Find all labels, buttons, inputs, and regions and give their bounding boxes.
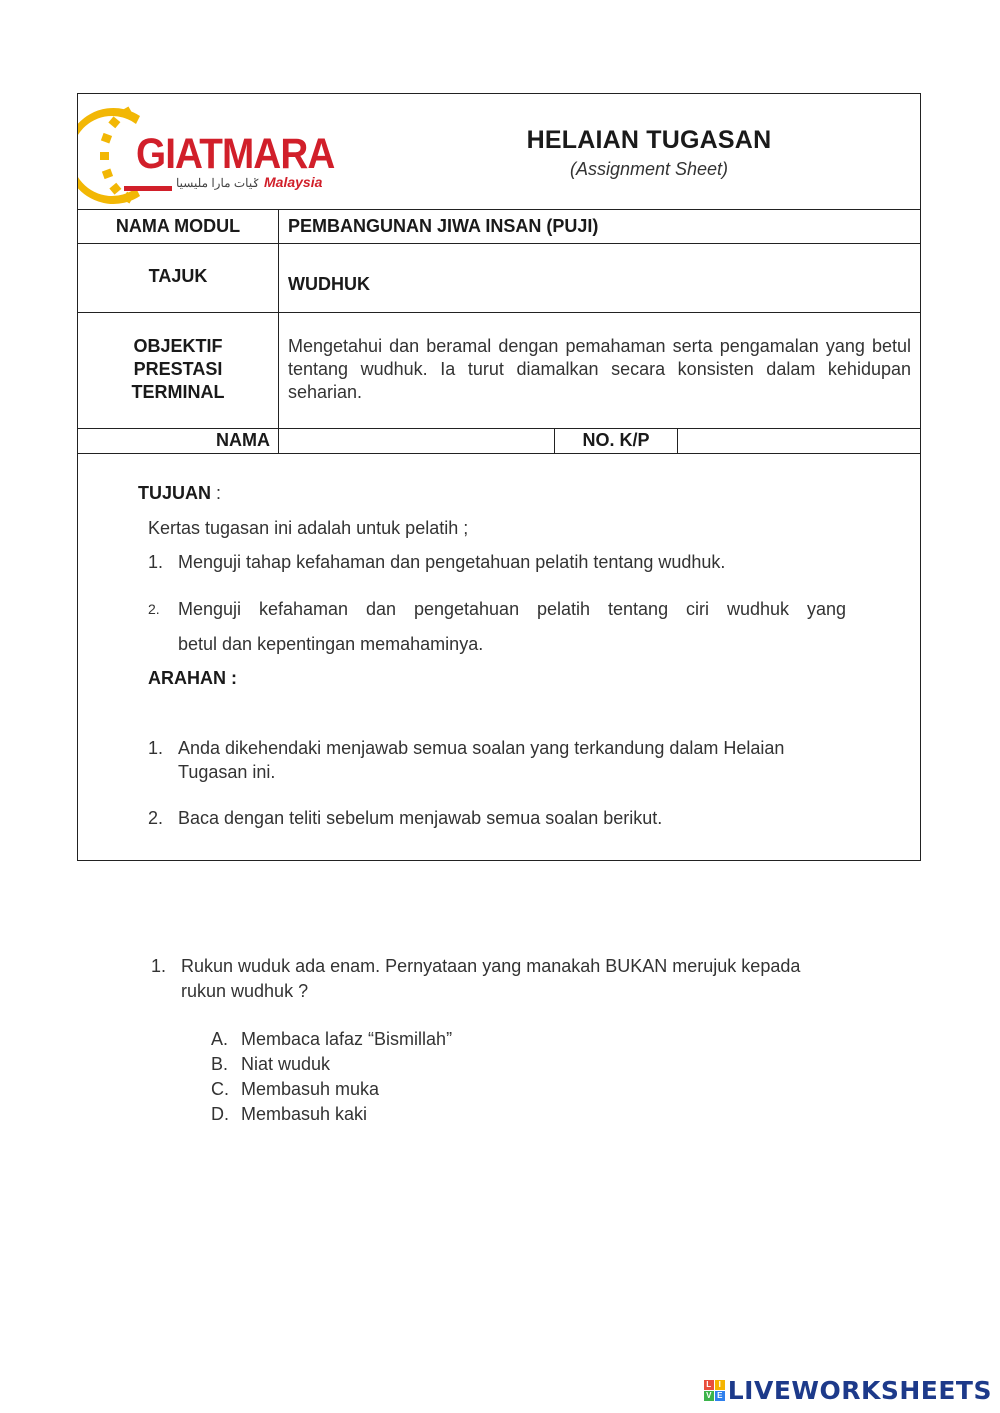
assignment-sheet [77, 93, 921, 861]
nama-field[interactable] [279, 429, 555, 453]
tajuk-value: WUDHUK [288, 274, 370, 294]
objektif-label-line: TERMINAL [131, 382, 225, 402]
tujuan-heading [138, 483, 221, 504]
option-a[interactable]: Membaca lafaz “Bismillah” [241, 1029, 453, 1049]
option-letter[interactable]: C. [211, 1079, 229, 1099]
tujuan-item-text: betul dan kepentingan memahaminya. [178, 634, 484, 654]
objektif-row [78, 313, 920, 429]
arahan-item-text: Anda dikehendaki menjawab semua soalan yang terkandung dalam Helaian [178, 738, 785, 758]
option-letter[interactable]: D. [211, 1104, 229, 1124]
option-letter[interactable]: B. [211, 1054, 229, 1074]
arahan-item-text: Tugasan ini. [178, 762, 276, 782]
modul-value: PEMBANGUNAN JIWA INSAN (PUJI) [288, 216, 599, 236]
tujuan-item-num: 2. [148, 601, 160, 617]
question-text: rukun wudhuk ? [181, 981, 309, 1001]
arahan-item-num: 1. [148, 738, 164, 758]
page-subtitle: (Assignment Sheet) [569, 159, 729, 179]
option-b[interactable]: Niat wuduk [241, 1054, 331, 1074]
liveworksheets-logo [704, 1376, 992, 1405]
tajuk-label: TAJUK [78, 244, 279, 312]
tujuan-item-text: Menguji tahap kefahaman dan pengetahuan pelatih tentang wudhuk. [178, 552, 726, 572]
liveworksheets-brand: LIVEWORKSHEETS [727, 1376, 992, 1405]
sheet-header [78, 94, 920, 210]
modul-row [78, 210, 920, 244]
arahan-heading: ARAHAN : [148, 668, 237, 688]
arahan-item-text: Baca dengan teliti sebelum menjawab semua soalan berikut. [178, 808, 663, 828]
tajuk-row [78, 244, 920, 313]
option-c[interactable]: Membasuh muka [241, 1079, 380, 1099]
logo-arabic: ݢيات مارا مليسيا [176, 176, 260, 190]
option-letter[interactable]: A. [211, 1029, 229, 1049]
nama-label: NAMA [78, 429, 279, 453]
page-title: HELAIAN TUGASAN [526, 126, 772, 154]
objektif-label [78, 313, 279, 428]
nama-row [78, 429, 920, 454]
objektif-label-line: OBJEKTIF [133, 336, 223, 356]
tujuan-item-text: Menguji kefahaman dan pengetahuan pelatih tentang ciri wudhuk yang [178, 599, 846, 619]
tujuan-heading-text: TUJUAN [138, 483, 212, 503]
objektif-label-line: PRESTASI [133, 359, 223, 379]
option-d[interactable]: Membasuh kaki [241, 1104, 368, 1124]
giatmara-logo [78, 94, 378, 209]
instructions-box [78, 454, 920, 860]
question-text: Rukun wuduk ada enam. Pernyataan yang manakah BUKAN merujuk kepada [181, 956, 801, 976]
tujuan-intro: Kertas tugasan ini adalah untuk pelatih ; [148, 518, 469, 538]
objektif-value: Mengetahui dan beramal dengan pemahaman serta pengamalan yang betul tentang wudhuk. Ia turut diamalkan secara konsisten dalam kehidupan seharian. [288, 336, 911, 402]
logo-brand [136, 130, 334, 178]
question-number: 1. [151, 956, 167, 976]
tujuan-colon: : [211, 483, 222, 503]
tujuan-item-num: 1. [148, 552, 164, 572]
title-block [378, 94, 920, 209]
arahan-item-num: 2. [148, 808, 164, 828]
liveworksheets-badge-icon: L I V E [704, 1380, 725, 1401]
logo-sub: Malaysia [264, 174, 323, 190]
modul-label: NAMA MODUL [78, 210, 279, 243]
logo-brand-text: GIATMARA [136, 130, 335, 178]
kp-label: NO. K/P [555, 429, 678, 453]
kp-field[interactable] [678, 429, 920, 453]
